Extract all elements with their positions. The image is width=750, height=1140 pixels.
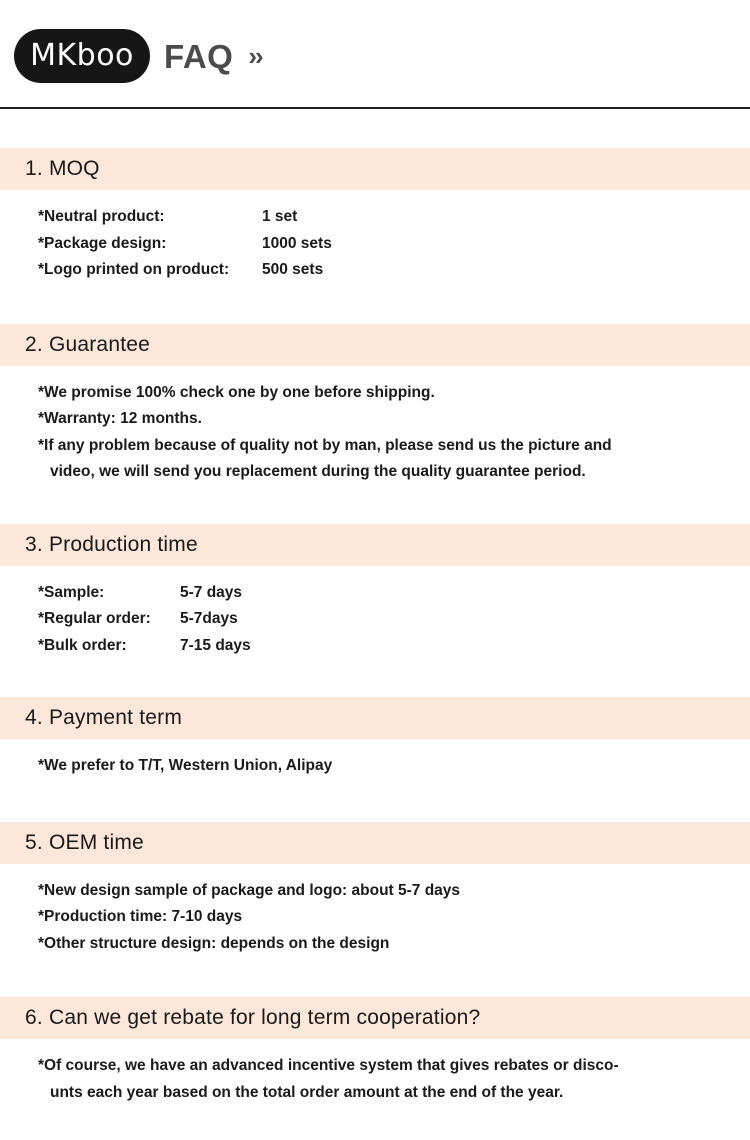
brand-row [14,29,262,83]
header-divider [0,107,750,109]
section-body [0,190,750,284]
section-body [0,739,750,780]
section-spacer [0,780,750,822]
faq-line: *New design sample of package and logo: about 5-7 days [38,881,461,899]
faq-section-rebate [0,997,750,1106]
section-title: 4. Payment term [25,706,183,729]
faq-row [38,606,750,633]
section-header-band [0,148,750,190]
faq-row [38,257,750,284]
faq-row [38,580,750,607]
faq-line: *Warranty: 12 months. [38,410,202,427]
page-header [0,0,750,109]
section-title: 6. Can we get rebate for long term cooperation? [25,1006,481,1029]
row-label: *Bulk order: [38,636,127,654]
section-spacer [0,284,750,324]
header-spacer [0,109,750,148]
section-header-band [0,524,750,566]
row-value: 7-15 days [180,636,251,654]
faq-section-guarantee [0,324,750,486]
section-body [0,566,750,660]
section-title: 1. MOQ [25,157,100,180]
row-label: *Sample: [38,583,105,601]
row-value: 1 set [262,208,298,225]
faq-line-continuation: video, we will send you replacement during the quality guarantee period. [50,463,586,480]
faq-line: *Other structure design: depends on the design [38,934,390,952]
faq-line: *We prefer to T/T, Western Union, Alipay [38,757,333,774]
faq-line: *Production time: 7-10 days [38,908,243,925]
faq-line: *If any problem because of quality not by man, please send us the picture and [38,436,612,454]
section-spacer [0,486,750,524]
faq-section-payment-term [0,697,750,780]
logo-wordmark: MKboo [30,38,134,73]
faq-row [38,633,750,660]
faq-title: FAQ [164,37,234,75]
double-chevron-right-icon: ›› [248,41,262,71]
faq-section-moq [0,148,750,284]
section-body [0,1039,750,1106]
section-header-band [0,697,750,739]
row-label: *Logo printed on product: [38,261,230,278]
section-body [0,864,750,958]
section-spacer [0,659,750,697]
section-title: 2. Guarantee [25,332,150,356]
faq-section-production-time [0,524,750,660]
section-header-band [0,324,750,366]
faq-line: *Of course, we have an advanced incentive system that gives rebates or disco- [38,1057,619,1074]
faq-section-oem-time [0,822,750,958]
section-header-band [0,822,750,864]
section-spacer [0,957,750,997]
row-label: *Regular order: [38,610,151,627]
row-value: 5-7days [180,610,238,627]
mkboo-logo [14,29,150,83]
row-value: 5-7 days [180,583,243,601]
faq-row [38,231,750,258]
section-header-band [0,997,750,1039]
row-label: *Package design: [38,234,167,252]
row-value: 500 sets [262,261,324,278]
section-title: 3. Production time [25,532,198,556]
section-title: 5. OEM time [25,830,144,854]
section-body [0,366,750,486]
row-value: 1000 sets [262,234,332,252]
faq-line-continuation: unts each year based on the total order amount at the end of the year. [50,1083,564,1101]
faq-row [38,204,750,231]
row-label: *Neutral product: [38,208,165,225]
faq-line: *We promise 100% check one by one before shipping. [38,383,435,401]
